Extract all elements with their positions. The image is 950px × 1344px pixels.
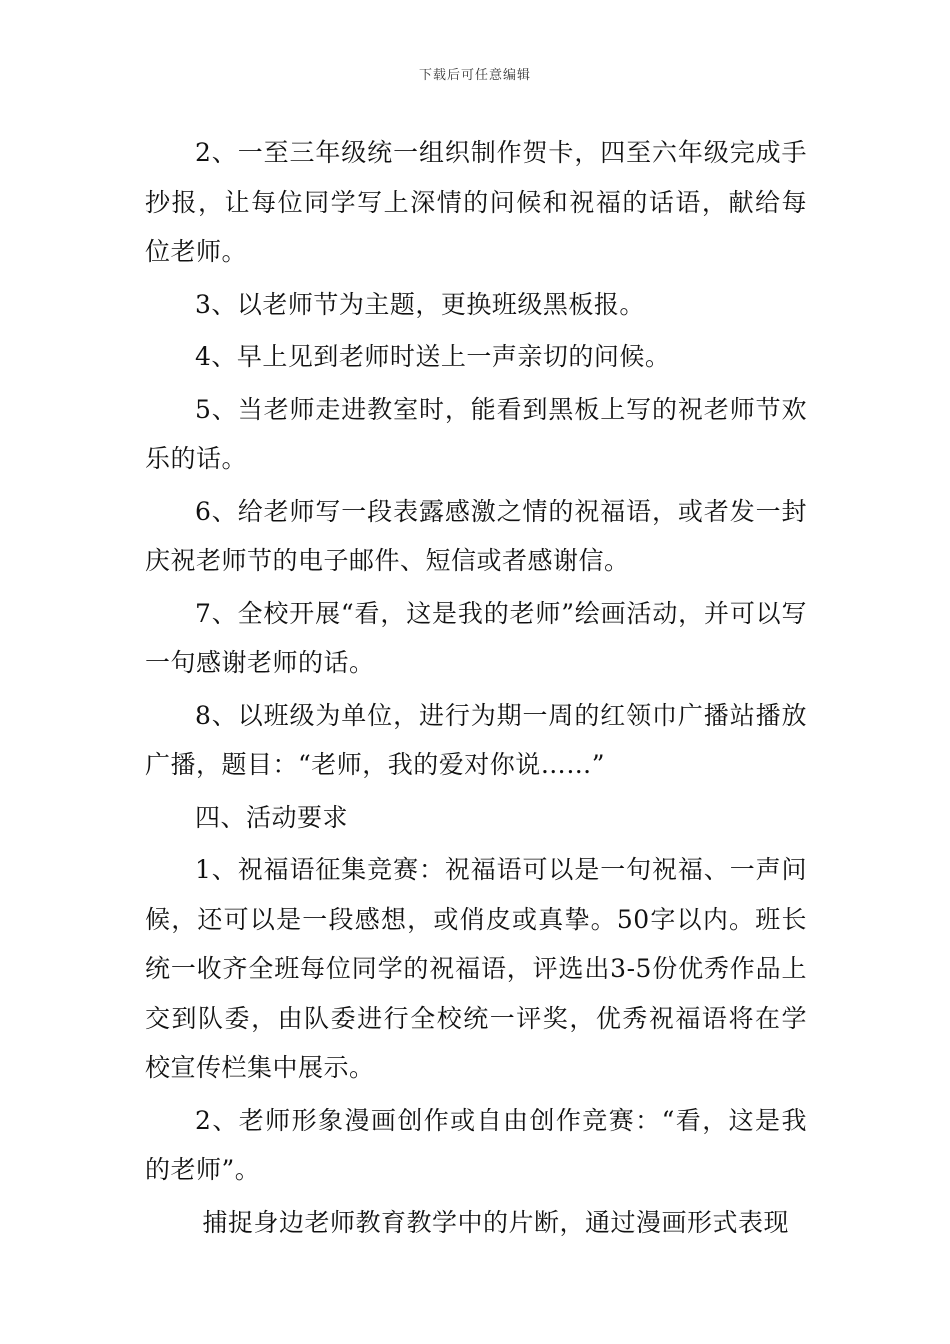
paragraph-item-4: 4、早上见到老师时送上一声亲切的问候。	[195, 342, 671, 371]
requirement-item-1: 1、祝福语征集竞赛：祝福语可以是一句祝福、一声问候，还可以是一段感想，或俏皮或真挚。50字以内。班长统一收齐全班每位同学的祝福语，评选出3-5份优秀作品上交到队委，由队委进行全校统一评奖，优秀祝福语将在学校宣传栏集中展示。	[145, 855, 807, 1082]
paragraph-item-8: 8、以班级为单位，进行为期一周的红领巾广播站播放广播，题目：“老师，我的爱对你说……”	[145, 700, 807, 779]
paragraph-item-6: 6、给老师写一段表露感激之情的祝福语，或者发一封庆祝老师节的电子邮件、短信或者感谢信。	[145, 496, 807, 575]
paragraph-continuation: 捕捉身边老师教育教学中的片断，通过漫画形式表现	[202, 1207, 790, 1237]
paragraph-item-3: 3、以老师节为主题，更换班级黑板报。	[195, 289, 645, 319]
paragraph-item-7: 7、全校开展“看，这是我的老师”绘画活动，并可以写一句感谢老师的话。	[145, 598, 807, 677]
section-heading-requirements: 四、活动要求	[195, 802, 349, 832]
paragraph-item-2: 2、一至三年级统一组织制作贺卡，四至六年级完成手抄报，让每位同学写上深情的问候和祝福的话语，献给每位老师。	[145, 138, 807, 266]
requirement-item-2: 2、老师形象漫画创作或自由创作竞赛：“看，这是我的老师”。	[145, 1105, 807, 1184]
page-header-note: 下载后可任意编辑	[418, 68, 531, 83]
document-body	[145, 128, 807, 1250]
paragraph-item-5: 5、当老师走进教室时，能看到黑板上写的祝老师节欢乐的话。	[145, 394, 807, 473]
